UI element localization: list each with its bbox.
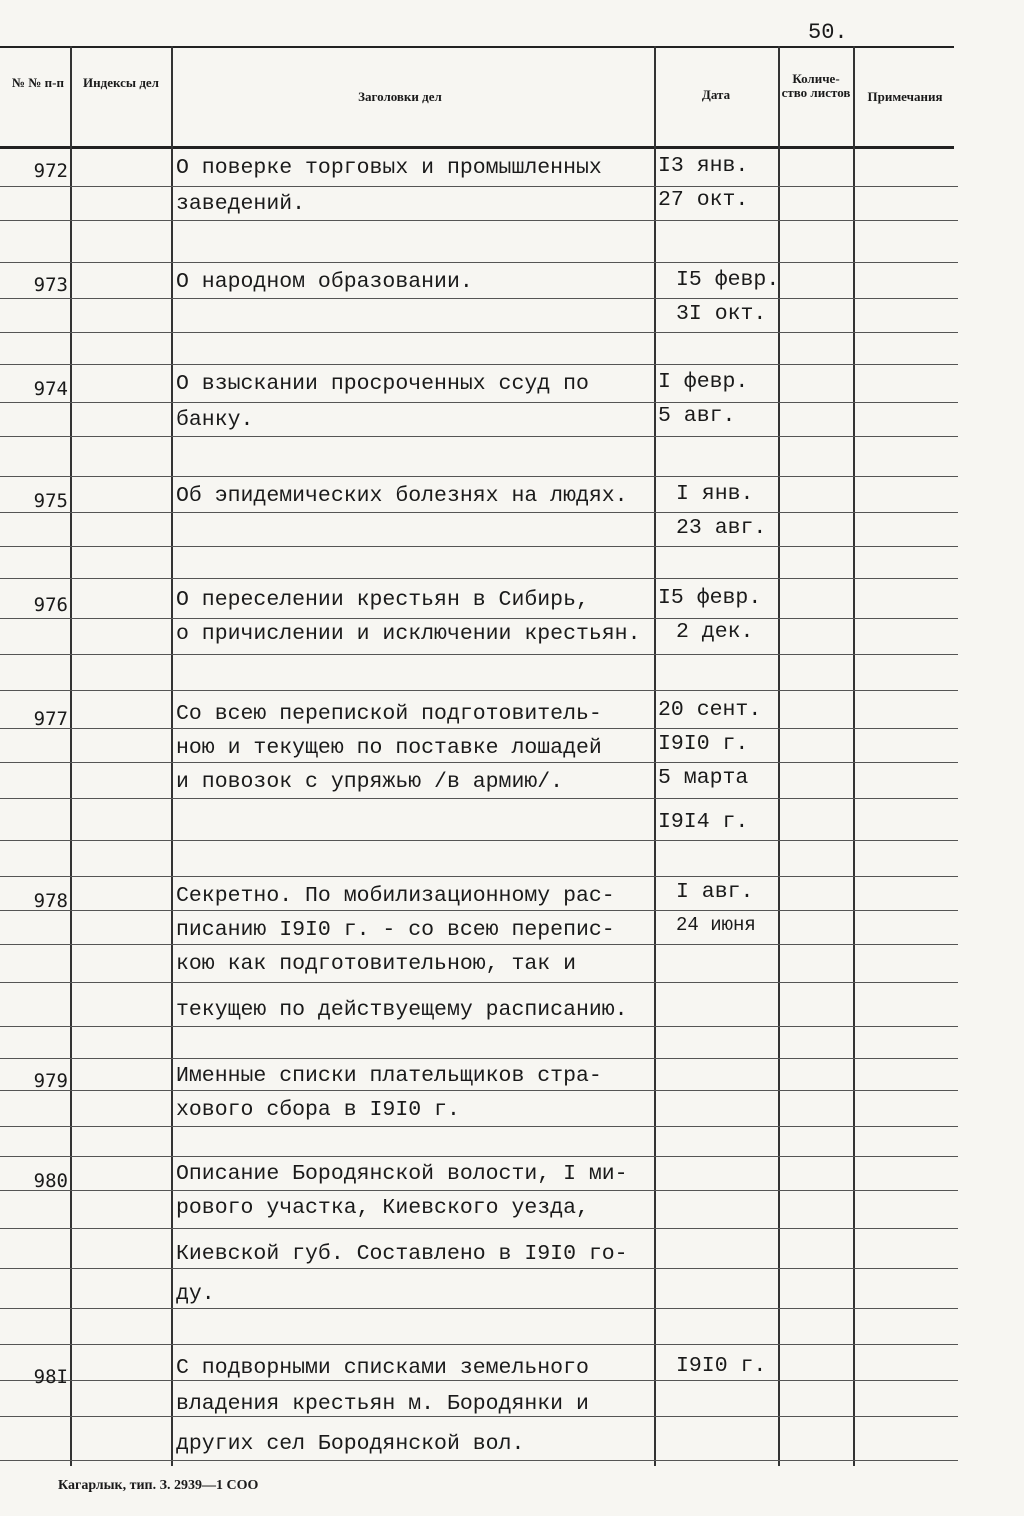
ruling-line (0, 1058, 958, 1059)
entry-title-line: Секретно. По мобилизационному рас- (176, 884, 615, 908)
ruling-line (0, 1308, 958, 1309)
ruling-line (0, 578, 958, 579)
ruling-line (0, 690, 958, 691)
entry-title-line: других сел Бородянской вол. (176, 1432, 525, 1456)
entry-date: 5 авг. (658, 404, 736, 428)
entry-number: 972 (33, 160, 68, 182)
entry-title-line: Об эпидемических болезнях на людях. (176, 484, 628, 508)
entry-title-line: О поверке торговых и промышленных (176, 156, 602, 180)
ruling-line (0, 910, 958, 911)
entry-title-line: С подворными списками земельного (176, 1356, 589, 1380)
entry-number: 975 (33, 490, 68, 512)
entry-title-line: заведений. (176, 192, 306, 216)
ruling-line (0, 1190, 958, 1191)
ruling-line (0, 944, 958, 945)
ruling-line (0, 618, 958, 619)
printer-footer: Кагарлык, тип. З. 2939—1 СОО (58, 1478, 259, 1493)
ruling-line (0, 186, 958, 187)
ruling-line (0, 1090, 958, 1091)
ruling-line (0, 728, 958, 729)
ruling-line (0, 1126, 958, 1127)
ruling-line (0, 402, 958, 403)
ruling-line (0, 1344, 958, 1345)
entry-number: 98I (33, 1366, 68, 1388)
header-notes: Примечания (867, 89, 943, 104)
ruling-line (0, 476, 958, 477)
ruling-line (0, 1268, 958, 1269)
ruling-line (0, 876, 958, 877)
header-bottom-rule (0, 146, 954, 149)
entry-date: I янв. (676, 482, 754, 506)
entry-title-line: рового участка, Киевского уезда, (176, 1196, 589, 1220)
entry-number: 978 (33, 890, 68, 912)
ruling-line (0, 332, 958, 333)
col-line-5 (853, 46, 855, 1466)
entry-date: 3I окт. (676, 302, 767, 326)
entry-date: 5 марта (658, 766, 749, 790)
col-line-2 (171, 46, 173, 1466)
entry-number: 976 (33, 594, 68, 616)
entry-date: I авг. (676, 880, 754, 904)
entry-number: 979 (33, 1070, 68, 1092)
entry-title-line: ною и текущею по поставке лошадей (176, 736, 602, 760)
entry-date: 24 июня (676, 914, 756, 936)
ruling-line (0, 1156, 958, 1157)
header-title: Заголовки дел (358, 89, 442, 104)
header-index: Индексы дел (83, 75, 159, 90)
entry-date: I5 февр. (658, 586, 762, 610)
ruling-line (0, 840, 958, 841)
entry-date: I3 янв. (658, 154, 749, 178)
entry-number: 973 (33, 274, 68, 296)
ruling-line (0, 798, 958, 799)
entry-title-line: кою как подготовительною, так и (176, 952, 576, 976)
ruling-line (0, 762, 958, 763)
ruling-line (0, 436, 958, 437)
ruling-line (0, 262, 958, 263)
header-date: Дата (701, 87, 731, 102)
ruling-line (0, 1380, 958, 1381)
entry-title-line: писанию I9I0 г. - со всею перепис- (176, 918, 615, 942)
entry-title-line: О взыскании просроченных ссуд по (176, 372, 589, 396)
entry-title-line: банку. (176, 408, 254, 432)
col-line-1 (70, 46, 72, 1466)
page-number: 50. (808, 20, 848, 45)
ruling-line (0, 1026, 958, 1027)
entry-date: I февр. (658, 370, 749, 394)
ruling-line (0, 654, 958, 655)
entry-date: 20 сент. (658, 698, 762, 722)
header-num: № № п-п (12, 75, 64, 90)
entry-title-line: Киевской губ. Составлено в I9I0 го- (176, 1242, 628, 1266)
ruling-line (0, 220, 958, 221)
entry-title-line: Именные списки плательщиков стра- (176, 1064, 602, 1088)
entry-title-line: о причислении и исключении крестьян. (176, 622, 641, 646)
ruling-line (0, 546, 958, 547)
ruling-line (0, 298, 958, 299)
entry-date: I9I0 г. (658, 732, 749, 756)
header-sheets: Количе- ство листов (781, 71, 851, 100)
entry-title-line: и повозок с упряжью /в армию/. (176, 770, 564, 794)
entry-date: 27 окт. (658, 188, 749, 212)
ruling-line (0, 982, 958, 983)
entry-title-line: ду. (176, 1282, 215, 1306)
entry-date: I9I4 г. (658, 810, 749, 834)
ruling-line (0, 512, 958, 513)
ruling-line (0, 1416, 958, 1417)
entry-title-line: Со всею перепиской подготовитель- (176, 702, 602, 726)
entry-title-line: текущею по действуещему расписанию. (176, 998, 628, 1022)
ruling-line (0, 1460, 958, 1461)
col-line-3 (654, 46, 656, 1466)
entry-title-line: хового сбора в I9I0 г. (176, 1098, 460, 1122)
entry-date: I9I0 г. (676, 1354, 767, 1378)
col-line-4 (778, 46, 780, 1466)
entry-number: 974 (33, 378, 68, 400)
entry-date: 23 авг. (676, 516, 767, 540)
entry-number: 980 (33, 1170, 68, 1192)
entry-date: 2 дек. (676, 620, 754, 644)
entry-title-line: владения крестьян м. Бородянки и (176, 1392, 589, 1416)
entry-title-line: О народном образовании. (176, 270, 473, 294)
entry-title-line: О переселении крестьян в Сибирь, (176, 588, 589, 612)
entry-date: I5 февр. (676, 268, 780, 292)
entry-title-line: Описание Бородянской волости, I ми- (176, 1162, 628, 1186)
ruling-line (0, 1228, 958, 1229)
ruling-line (0, 364, 958, 365)
entry-number: 977 (33, 708, 68, 730)
top-rule (0, 46, 954, 48)
